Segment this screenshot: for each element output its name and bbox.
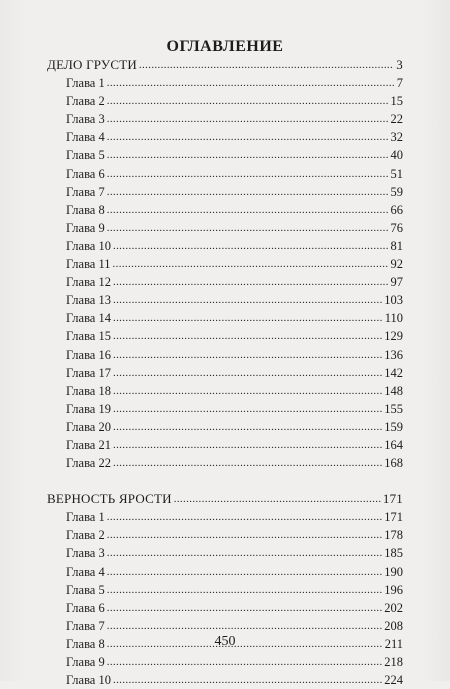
chapter-label: Глава 20 (66, 419, 111, 434)
toc-page-number: 22 (390, 112, 403, 127)
toc-page-number: 224 (384, 673, 403, 688)
dot-leader (113, 273, 389, 291)
chapter-label: Глава 12 (66, 275, 111, 290)
dot-leader (107, 508, 383, 526)
chapter-label: Глава 8 (66, 202, 105, 217)
toc-chapter-entry (47, 508, 403, 526)
toc-page-number: 171 (382, 491, 403, 507)
section-gap (47, 472, 403, 490)
dot-leader (107, 544, 383, 562)
toc-page-number: 155 (384, 401, 403, 416)
toc-page-number: 178 (384, 528, 403, 543)
dot-leader (107, 599, 383, 617)
toc-chapter-entry (47, 309, 403, 327)
toc-chapter-entry (47, 183, 403, 201)
chapter-label: Глава 7 (66, 618, 105, 633)
toc-page-number: 185 (384, 546, 403, 561)
dot-leader (113, 327, 382, 345)
chapter-label: Глава 13 (66, 293, 111, 308)
chapter-label: Глава 11 (66, 257, 111, 272)
chapter-label: Глава 19 (66, 401, 111, 416)
toc-page-number: 164 (384, 437, 403, 452)
toc-chapter-entry (47, 563, 403, 581)
dot-leader (113, 364, 382, 382)
toc-chapter-entry (47, 165, 403, 183)
toc-page-number: 202 (384, 600, 403, 615)
toc-chapter-entry (47, 273, 403, 291)
toc-chapter-entry (47, 526, 403, 544)
dot-leader (113, 418, 382, 436)
dot-leader (113, 309, 383, 327)
toc-chapter-entry (47, 110, 403, 128)
toc-page-number: 218 (384, 655, 403, 669)
toc-chapter-entry (47, 436, 403, 454)
toc-part-entry (47, 56, 403, 74)
chapter-label: Глава 17 (66, 365, 111, 380)
toc-chapter-entry (47, 653, 403, 671)
toc-page-number: 110 (384, 311, 403, 326)
chapter-label: Глава 9 (66, 655, 105, 669)
dot-leader (107, 526, 383, 544)
toc-page-number: 142 (384, 365, 403, 380)
toc-page-number: 15 (390, 94, 403, 109)
dot-leader (113, 436, 382, 454)
toc-chapter-entry (47, 364, 403, 382)
dot-leader (113, 237, 389, 255)
chapter-label: Глава 22 (66, 456, 111, 471)
chapter-label: Глава 9 (66, 220, 105, 235)
toc-chapter-entry (47, 544, 403, 562)
toc-page-number: 51 (390, 166, 403, 181)
dot-leader (107, 653, 383, 671)
chapter-label: Глава 10 (66, 673, 111, 688)
toc-chapter-entry (47, 400, 403, 418)
toc-chapter-entry (47, 219, 403, 237)
toc-page-number: 103 (384, 293, 403, 308)
chapter-label: Глава 1 (66, 510, 105, 525)
toc-page-number: 66 (390, 202, 403, 217)
chapter-label: Глава 6 (66, 600, 105, 615)
chapter-label: Глава 5 (66, 148, 105, 163)
toc-chapter-entry (47, 346, 403, 364)
chapter-label: Глава 18 (66, 383, 111, 398)
toc-page-number: 208 (384, 618, 403, 633)
toc-chapter-entry (47, 599, 403, 617)
chapter-label: Глава 7 (66, 184, 105, 199)
dot-leader (113, 382, 382, 400)
toc-chapter-entry (47, 237, 403, 255)
toc-page-number: 97 (390, 275, 403, 290)
dot-leader (107, 563, 383, 581)
toc-page-number: 59 (390, 184, 403, 199)
toc-page-number: 129 (384, 329, 403, 344)
dot-leader (107, 201, 389, 219)
table-of-contents (47, 56, 403, 689)
chapter-label: Глава 14 (66, 311, 111, 326)
toc-page-number: 196 (384, 582, 403, 597)
dot-leader (107, 92, 389, 110)
dot-leader (113, 291, 382, 309)
chapter-label: Глава 10 (66, 238, 111, 253)
chapter-label: Глава 4 (66, 564, 105, 579)
toc-chapter-entry (47, 671, 403, 689)
toc-page-number: 32 (390, 130, 403, 145)
chapter-label: Глава 1 (66, 76, 105, 91)
toc-chapter-entry (47, 74, 403, 92)
toc-chapter-entry (47, 128, 403, 146)
toc-chapter-entry (47, 617, 403, 635)
chapter-label: Глава 15 (66, 329, 111, 344)
dot-leader (107, 183, 389, 201)
chapter-label: Глава 3 (66, 112, 105, 127)
dot-leader (107, 617, 383, 635)
toc-page-number: 190 (384, 564, 403, 579)
toc-page-number: 81 (390, 238, 403, 253)
chapter-label: Глава 4 (66, 130, 105, 145)
toc-chapter-entry (47, 92, 403, 110)
toc-page-number: 171 (384, 510, 403, 525)
toc-page-number: 40 (390, 148, 403, 163)
chapter-label: Глава 21 (66, 437, 111, 452)
toc-page-number: 168 (384, 456, 403, 471)
page-title: ОГЛАВЛЕНИЕ (166, 38, 284, 55)
dot-leader (113, 454, 382, 472)
dot-leader (113, 346, 382, 364)
toc-chapter-entry (47, 382, 403, 400)
toc-chapter-entry (47, 327, 403, 345)
toc-chapter-entry (47, 291, 403, 309)
toc-page-number: 159 (384, 419, 403, 434)
dot-leader (107, 128, 389, 146)
dot-leader (174, 490, 381, 508)
chapter-label: Глава 8 (66, 636, 105, 651)
chapter-label: Глава 2 (66, 528, 105, 543)
toc-chapter-entry (47, 146, 403, 164)
toc-chapter-entry (47, 255, 403, 273)
dot-leader (107, 110, 389, 128)
toc-chapter-entry (47, 581, 403, 599)
dot-leader (113, 400, 382, 418)
chapter-label: Глава 16 (66, 347, 111, 362)
toc-page-number: 76 (390, 220, 403, 235)
toc-page-number: 148 (384, 383, 403, 398)
dot-leader (107, 165, 389, 183)
dot-leader (113, 255, 389, 273)
toc-chapter-entry (47, 201, 403, 219)
dot-leader (107, 74, 395, 92)
toc-part-entry (47, 490, 403, 508)
chapter-label: Глава 3 (66, 546, 105, 561)
chapter-label: Глава 6 (66, 166, 105, 181)
page-number: 450 (214, 634, 236, 649)
dot-leader (107, 581, 383, 599)
part-title: ВЕРНОСТЬ ЯРОСТИ (47, 491, 172, 507)
chapter-label: Глава 2 (66, 94, 105, 109)
toc-page-number: 92 (390, 257, 403, 272)
toc-chapter-entry (47, 454, 403, 472)
chapter-label: Глава 5 (66, 582, 105, 597)
toc-page-number: 3 (396, 57, 403, 72)
dot-leader (107, 146, 389, 164)
toc-page-number: 136 (384, 347, 403, 362)
toc-page-number: 7 (396, 76, 403, 91)
dot-leader (113, 671, 382, 689)
toc-page-number: 211 (384, 636, 403, 651)
dot-leader (107, 219, 389, 237)
dot-leader (139, 56, 394, 74)
toc-chapter-entry (47, 418, 403, 436)
part-title: ДЕЛО ГРУСТИ (47, 57, 137, 72)
